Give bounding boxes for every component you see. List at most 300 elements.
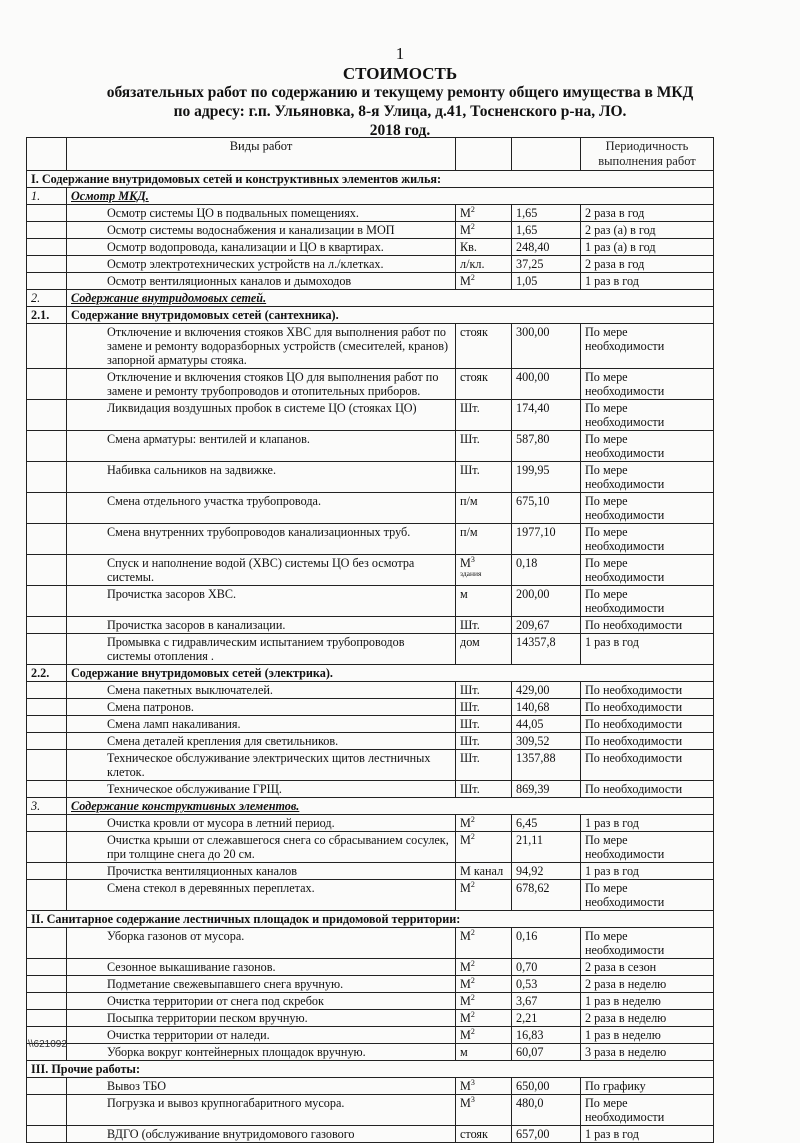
periodicity-value: По необходимости — [581, 682, 714, 699]
subsection-row — [27, 665, 714, 682]
row-number-cell — [27, 400, 67, 431]
unit-value: м — [460, 1045, 468, 1059]
work-name: Техническое обслуживание ГРЩ. — [67, 781, 456, 798]
row-number-cell — [27, 462, 67, 493]
periodicity-value: По необходимости — [581, 781, 714, 798]
section-row — [27, 1061, 714, 1078]
subsection-row — [27, 290, 714, 307]
unit-cell — [456, 324, 512, 369]
periodicity-value: По необходимости — [581, 699, 714, 716]
periodicity-value: 1 раз (а) в год — [581, 239, 714, 256]
unit-exponent: 3 — [470, 554, 475, 564]
unit-value: Шт. — [460, 432, 480, 446]
unit-note: здания — [460, 569, 482, 578]
work-name: Уборка вокруг контейнерных площадок вручную. — [67, 1044, 456, 1061]
table-row — [27, 1044, 714, 1061]
table-header-row — [27, 138, 714, 171]
table-row — [27, 586, 714, 617]
price-value: 400,00 — [512, 369, 581, 400]
unit-cell — [456, 555, 512, 586]
price-value: 6,45 — [512, 815, 581, 832]
header-works-type: Виды работ — [67, 138, 456, 171]
work-name: ВДГО (обслуживание внутридомового газового — [67, 1126, 456, 1143]
row-number-cell — [27, 222, 67, 239]
unit-value: Шт. — [460, 751, 480, 765]
table-row — [27, 1027, 714, 1044]
periodicity-value: По мере необходимости — [581, 928, 714, 959]
work-name: Очистка территории от снега под скребок — [67, 993, 456, 1010]
unit-exponent: 2 — [470, 879, 475, 889]
table-row — [27, 781, 714, 798]
section-title: I. Содержание внутридомовых сетей и конструктивных элементов жилья: — [27, 171, 714, 188]
work-name: Прочистка засоров ХВС. — [67, 586, 456, 617]
price-value: 650,00 — [512, 1078, 581, 1095]
table-row — [27, 682, 714, 699]
price-value: 1,65 — [512, 205, 581, 222]
periodicity-value: 1 раз в неделю — [581, 993, 714, 1010]
table-row — [27, 493, 714, 524]
work-name: Смена внутренних трубопроводов канализационных труб. — [67, 524, 456, 555]
unit-cell — [456, 462, 512, 493]
table-row — [27, 959, 714, 976]
row-number-cell — [27, 431, 67, 462]
periodicity-value: По мере необходимости — [581, 431, 714, 462]
header-periodicity: Периодичность выполнения работ — [581, 138, 714, 171]
unit-exponent: 2 — [470, 1009, 475, 1019]
unit-value: Кв. — [460, 240, 477, 254]
periodicity-value: 1 раз в год — [581, 815, 714, 832]
periodicity-value: По мере необходимости — [581, 880, 714, 911]
document-year: 2018 год. — [369, 122, 431, 139]
unit-cell — [456, 959, 512, 976]
row-number-cell — [27, 1078, 67, 1095]
unit-exponent: 2 — [470, 221, 475, 231]
row-number-cell — [27, 634, 67, 665]
unit-value: М — [460, 274, 471, 288]
work-name: Очистка кровли от мусора в летний период. — [67, 815, 456, 832]
unit-value: М — [460, 929, 471, 943]
price-value: 0,16 — [512, 928, 581, 959]
unit-cell — [456, 832, 512, 863]
row-number-cell — [27, 959, 67, 976]
price-value: 678,62 — [512, 880, 581, 911]
unit-cell — [456, 256, 512, 273]
unit-exponent: 2 — [470, 831, 475, 841]
price-value: 199,95 — [512, 462, 581, 493]
unit-cell — [456, 928, 512, 959]
row-number-cell — [27, 1095, 67, 1126]
unit-exponent: 2 — [470, 814, 475, 824]
unit-value: м — [460, 587, 468, 601]
unit-value: Шт. — [460, 782, 480, 796]
work-name: Смена стекол в деревянных переплетах. — [67, 880, 456, 911]
unit-value: стояк — [460, 1127, 488, 1141]
row-number-cell — [27, 863, 67, 880]
unit-value: Шт. — [460, 700, 480, 714]
work-name: Промывка с гидравлическим испытанием трубопроводов системы отопления . — [67, 634, 456, 665]
unit-value: п/м — [460, 494, 478, 508]
work-name: Отключение и включения стояков ХВС для выполнения работ по замене и ремонту водоразборных устройств (смесителей, кранов) запорной арматуры стояка. — [67, 324, 456, 369]
unit-value: М — [460, 1096, 471, 1110]
unit-cell — [456, 1078, 512, 1095]
unit-cell — [456, 750, 512, 781]
unit-value: п/м — [460, 525, 478, 539]
unit-cell — [456, 617, 512, 634]
periodicity-value: По необходимости — [581, 716, 714, 733]
table-row — [27, 699, 714, 716]
periodicity-value: По мере необходимости — [581, 1095, 714, 1126]
periodicity-value: 1 раз в неделю — [581, 1027, 714, 1044]
table-row — [27, 976, 714, 993]
unit-value: М — [460, 994, 471, 1008]
periodicity-value: По мере необходимости — [581, 555, 714, 586]
work-name: Смена арматуры: вентилей и клапанов. — [67, 431, 456, 462]
row-number-cell — [27, 1126, 67, 1143]
row-number-cell — [27, 733, 67, 750]
unit-cell — [456, 239, 512, 256]
unit-exponent: 2 — [470, 1026, 475, 1036]
table-row — [27, 222, 714, 239]
work-name: Смена патронов. — [67, 699, 456, 716]
table-row — [27, 928, 714, 959]
row-number-cell — [27, 586, 67, 617]
work-name: Очистка крыши от слежавшегося снега со сбрасыванием сосулек, при толщине снега до 20 см. — [67, 832, 456, 863]
periodicity-value: По мере необходимости — [581, 832, 714, 863]
unit-cell — [456, 1044, 512, 1061]
unit-value: стояк — [460, 325, 488, 339]
unit-exponent: 2 — [470, 992, 475, 1002]
table-row — [27, 524, 714, 555]
table-row — [27, 273, 714, 290]
work-name: Отключение и включения стояков ЦО для выполнения работ по замене и ремонту трубопроводов и отопительных приборов. — [67, 369, 456, 400]
unit-value: М — [460, 206, 471, 220]
price-value: 94,92 — [512, 863, 581, 880]
price-value: 21,11 — [512, 832, 581, 863]
page-number: 1 — [395, 44, 405, 63]
price-value: 140,68 — [512, 699, 581, 716]
work-name: Смена ламп накаливания. — [67, 716, 456, 733]
work-name: Осмотр вентиляционных каналов и дымоходов — [67, 273, 456, 290]
unit-value: М — [460, 881, 471, 895]
unit-value: Шт. — [460, 734, 480, 748]
unit-value: Шт. — [460, 401, 480, 415]
periodicity-value: По необходимости — [581, 733, 714, 750]
periodicity-value: 2 раза в год — [581, 205, 714, 222]
subsection-row — [27, 798, 714, 815]
table-row — [27, 239, 714, 256]
works-table-body — [27, 138, 714, 1143]
work-name: Техническое обслуживание электрических щитов лестничных клеток. — [67, 750, 456, 781]
work-name: Ликвидация воздушных пробок в системе ЦО (стояках ЦО) — [67, 400, 456, 431]
table-row — [27, 617, 714, 634]
unit-value: М — [460, 833, 471, 847]
table-row — [27, 750, 714, 781]
periodicity-value: По мере необходимости — [581, 400, 714, 431]
header-number-cell — [27, 138, 67, 171]
row-number-cell — [27, 993, 67, 1010]
work-name: Смена отдельного участка трубопровода. — [67, 493, 456, 524]
unit-value: М — [460, 1011, 471, 1025]
row-number-cell — [27, 682, 67, 699]
table-row — [27, 880, 714, 911]
unit-value: М канал — [460, 864, 504, 878]
unit-value: л/кл. — [460, 257, 485, 271]
unit-value: М — [460, 223, 471, 237]
table-row — [27, 733, 714, 750]
row-number-cell — [27, 524, 67, 555]
table-row — [27, 832, 714, 863]
table-row — [27, 634, 714, 665]
work-name: Очистка территории от наледи. — [67, 1027, 456, 1044]
work-name: Подметание свежевыпавшего снега вручную. — [67, 976, 456, 993]
unit-cell — [456, 586, 512, 617]
work-name: Осмотр системы водоснабжения и канализации в МОП — [67, 222, 456, 239]
unit-cell — [456, 222, 512, 239]
work-name: Посыпка территории песком вручную. — [67, 1010, 456, 1027]
row-number-cell — [27, 239, 67, 256]
price-value: 37,25 — [512, 256, 581, 273]
unit-cell — [456, 781, 512, 798]
row-number-cell — [27, 273, 67, 290]
unit-cell — [456, 1095, 512, 1126]
unit-cell — [456, 493, 512, 524]
work-name: Прочистка вентиляционных каналов — [67, 863, 456, 880]
unit-cell — [456, 733, 512, 750]
section-row — [27, 171, 714, 188]
unit-cell — [456, 634, 512, 665]
unit-cell — [456, 1126, 512, 1143]
row-number-cell — [27, 832, 67, 863]
unit-cell — [456, 205, 512, 222]
unit-value: М — [460, 816, 471, 830]
work-name: Смена деталей крепления для светильников. — [67, 733, 456, 750]
price-value: 0,70 — [512, 959, 581, 976]
work-name: Осмотр системы ЦО в подвальных помещениях. — [67, 205, 456, 222]
footer-code: \\621092 — [28, 1039, 67, 1050]
work-name: Осмотр электротехнических устройств на л./клетках. — [67, 256, 456, 273]
price-value: 174,40 — [512, 400, 581, 431]
table-row — [27, 555, 714, 586]
table-row — [27, 324, 714, 369]
row-number: 1. — [27, 188, 67, 205]
row-number-cell — [27, 781, 67, 798]
periodicity-value: 2 раза в неделю — [581, 1010, 714, 1027]
row-number-cell — [27, 324, 67, 369]
price-value: 1357,88 — [512, 750, 581, 781]
price-value: 248,40 — [512, 239, 581, 256]
price-value: 657,00 — [512, 1126, 581, 1143]
price-value: 1,65 — [512, 222, 581, 239]
unit-value: М — [460, 1079, 471, 1093]
table-row — [27, 1095, 714, 1126]
periodicity-value: По мере необходимости — [581, 586, 714, 617]
row-number-cell — [27, 205, 67, 222]
work-name: Смена пакетных выключателей. — [67, 682, 456, 699]
unit-value: М — [460, 1028, 471, 1042]
table-row — [27, 1078, 714, 1095]
periodicity-value: 1 раз в год — [581, 863, 714, 880]
table-row — [27, 815, 714, 832]
price-value: 587,80 — [512, 431, 581, 462]
subsection-title: Осмотр МКД. — [67, 188, 714, 205]
unit-exponent: 2 — [470, 975, 475, 985]
price-value: 2,21 — [512, 1010, 581, 1027]
unit-value: стояк — [460, 370, 488, 384]
periodicity-value: 3 раза в неделю — [581, 1044, 714, 1061]
unit-cell — [456, 993, 512, 1010]
document-subtitle: обязательных работ по содержанию и текущему ремонту общего имущества в МКД — [106, 84, 694, 101]
unit-cell — [456, 1027, 512, 1044]
work-name: Вывоз ТБО — [67, 1078, 456, 1095]
price-value: 14357,8 — [512, 634, 581, 665]
price-value: 429,00 — [512, 682, 581, 699]
unit-cell — [456, 273, 512, 290]
unit-exponent: 2 — [470, 272, 475, 282]
price-value: 309,52 — [512, 733, 581, 750]
row-number-cell — [27, 928, 67, 959]
work-name: Погрузка и вывоз крупногабаритного мусора. — [67, 1095, 456, 1126]
periodicity-value: По мере необходимости — [581, 524, 714, 555]
row-number-cell — [27, 369, 67, 400]
unit-cell — [456, 431, 512, 462]
periodicity-value: 1 раз в год — [581, 634, 714, 665]
table-row — [27, 716, 714, 733]
unit-value: М — [460, 977, 471, 991]
row-number-cell — [27, 750, 67, 781]
row-number: 2.2. — [27, 665, 67, 682]
periodicity-value: По мере необходимости — [581, 493, 714, 524]
price-value: 869,39 — [512, 781, 581, 798]
work-name: Спуск и наполнение водой (ХВС) системы ЦО без осмотра системы. — [67, 555, 456, 586]
table-row — [27, 369, 714, 400]
row-number-cell — [27, 256, 67, 273]
price-value: 1977,10 — [512, 524, 581, 555]
price-value: 300,00 — [512, 324, 581, 369]
unit-cell — [456, 815, 512, 832]
row-number-cell — [27, 880, 67, 911]
periodicity-value: 2 раза в неделю — [581, 976, 714, 993]
works-cost-table — [26, 137, 714, 1143]
periodicity-value: По необходимости — [581, 617, 714, 634]
unit-cell — [456, 699, 512, 716]
table-row — [27, 1010, 714, 1027]
row-number-cell — [27, 493, 67, 524]
price-value: 0,18 — [512, 555, 581, 586]
table-row — [27, 205, 714, 222]
table-row — [27, 400, 714, 431]
unit-value: Шт. — [460, 618, 480, 632]
unit-cell — [456, 369, 512, 400]
unit-value: М — [460, 960, 471, 974]
subsection-row — [27, 307, 714, 324]
unit-exponent: 2 — [470, 927, 475, 937]
unit-exponent: 2 — [470, 204, 475, 214]
unit-cell — [456, 524, 512, 555]
price-value: 1,05 — [512, 273, 581, 290]
price-value: 209,67 — [512, 617, 581, 634]
periodicity-value: 2 раза в сезон — [581, 959, 714, 976]
unit-cell — [456, 1010, 512, 1027]
price-value: 16,83 — [512, 1027, 581, 1044]
work-name: Уборка газонов от мусора. — [67, 928, 456, 959]
unit-value: дом — [460, 635, 480, 649]
header-price-cell — [512, 138, 581, 171]
subsection-row — [27, 188, 714, 205]
periodicity-value: По мере необходимости — [581, 324, 714, 369]
table-row — [27, 863, 714, 880]
row-number-cell — [27, 1010, 67, 1027]
row-number-cell — [27, 976, 67, 993]
unit-cell — [456, 880, 512, 911]
unit-cell — [456, 863, 512, 880]
periodicity-value: 2 раз (а) в год — [581, 222, 714, 239]
unit-exponent: 3 — [470, 1077, 475, 1087]
document-address: по адресу: г.п. Ульяновка, 8-я Улица, д.41, Тосненского р-на, ЛО. — [173, 103, 627, 120]
table-row — [27, 462, 714, 493]
subsection-title: Содержание внутридомовых сетей. — [67, 290, 714, 307]
periodicity-value: По графику — [581, 1078, 714, 1095]
row-number-cell — [27, 815, 67, 832]
unit-value: Шт. — [460, 463, 480, 477]
row-number-cell — [27, 716, 67, 733]
row-number: 2. — [27, 290, 67, 307]
periodicity-value: По необходимости — [581, 750, 714, 781]
unit-cell — [456, 682, 512, 699]
section-title: II. Санитарное содержание лестничных площадок и придомовой территории: — [27, 911, 714, 928]
document-title: СТОИМОСТЬ — [342, 64, 458, 83]
price-value: 675,10 — [512, 493, 581, 524]
subsection-title: Содержание конструктивных элементов. — [67, 798, 714, 815]
unit-exponent: 3 — [470, 1094, 475, 1104]
price-value: 0,53 — [512, 976, 581, 993]
subsection-title: Содержание внутридомовых сетей (электрика). — [67, 665, 714, 682]
work-name: Осмотр водопровода, канализации и ЦО в квартирах. — [67, 239, 456, 256]
row-number-cell — [27, 699, 67, 716]
section-title: III. Прочие работы: — [27, 1061, 714, 1078]
work-name: Прочистка засоров в канализации. — [67, 617, 456, 634]
subsection-title: Содержание внутридомовых сетей (сантехника). — [67, 307, 714, 324]
row-number: 3. — [27, 798, 67, 815]
header-unit-cell — [456, 138, 512, 171]
unit-cell — [456, 976, 512, 993]
table-row — [27, 431, 714, 462]
periodicity-value: 1 раз в год — [581, 1126, 714, 1143]
unit-cell — [456, 716, 512, 733]
periodicity-value: 2 раза в год — [581, 256, 714, 273]
unit-value: Шт. — [460, 683, 480, 697]
work-name: Сезонное выкашивание газонов. — [67, 959, 456, 976]
section-row — [27, 911, 714, 928]
price-value: 60,07 — [512, 1044, 581, 1061]
work-name: Набивка сальников на задвижке. — [67, 462, 456, 493]
document-heading — [0, 64, 800, 140]
table-row — [27, 256, 714, 273]
price-value: 200,00 — [512, 586, 581, 617]
unit-value: Шт. — [460, 717, 480, 731]
table-row — [27, 1126, 714, 1143]
periodicity-value: По мере необходимости — [581, 369, 714, 400]
table-row — [27, 993, 714, 1010]
price-value: 480,0 — [512, 1095, 581, 1126]
price-value: 3,67 — [512, 993, 581, 1010]
row-number: 2.1. — [27, 307, 67, 324]
row-number-cell — [27, 617, 67, 634]
unit-exponent: 2 — [470, 958, 475, 968]
unit-value: М — [460, 556, 471, 570]
price-value: 44,05 — [512, 716, 581, 733]
unit-cell — [456, 400, 512, 431]
periodicity-value: По мере необходимости — [581, 462, 714, 493]
